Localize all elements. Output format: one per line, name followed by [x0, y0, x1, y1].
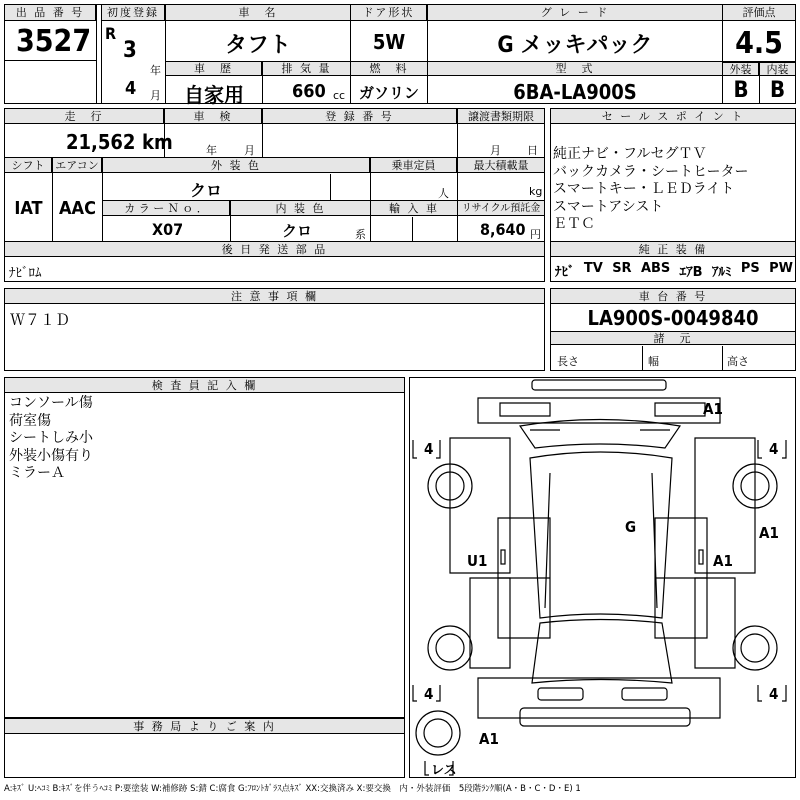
equip-item: PW — [769, 261, 793, 276]
equip-item: ｴｱB — [679, 265, 703, 280]
door-label: ドア形状 — [351, 5, 427, 21]
sales-point-line: ＥＴＣ — [553, 216, 595, 232]
doc-deadline-day-unit: 日 — [527, 144, 538, 157]
mileage-label: 走 行 — [5, 109, 164, 124]
first-reg-month: 4 — [125, 78, 137, 99]
equip-item: ﾅﾋﾞ — [555, 265, 575, 280]
rear-body-outline — [478, 678, 720, 718]
damage-mark-front-right: A1 — [703, 400, 723, 418]
score-label: 評価点 — [723, 5, 795, 21]
recycle-value: 8,640 — [480, 220, 526, 239]
equip-item: ｱﾙﾐ — [711, 265, 732, 280]
notes-label: 注 意 事 項 欄 — [5, 289, 544, 304]
displacement-label: 排 気 量 — [263, 62, 350, 76]
shift-value: IAT — [14, 198, 43, 219]
displacement-value: 660 — [292, 81, 326, 102]
specs-height: 高さ — [727, 355, 749, 368]
grade-value: G メッキパック — [497, 33, 653, 58]
inspection-label: 車 検 — [165, 109, 262, 124]
sales-point-list — [553, 146, 748, 234]
score-value: 4.5 — [735, 26, 783, 61]
office-label: 事 務 局 よ り ご 案 内 — [5, 719, 404, 734]
inspector-note: 荷室傷 — [9, 412, 51, 429]
sales-point-line: スマートキー・ＬＥＤライト — [553, 181, 735, 197]
history-value: 自家用 — [184, 83, 244, 107]
equip-item: SR — [612, 261, 632, 276]
front-bumper-shape — [532, 380, 666, 390]
first-reg-era: R — [105, 24, 117, 43]
tire-spare-status: レス — [431, 763, 457, 778]
inspector-notes — [9, 395, 93, 483]
mileage-unit: km — [142, 130, 173, 154]
aircon-label: エアコン — [53, 158, 102, 173]
history-label: 車 歴 — [166, 62, 262, 76]
exterior-grade-value: B — [733, 78, 749, 103]
capacity-label: 乗車定員 — [371, 158, 457, 173]
rear-window-shape — [532, 620, 672, 684]
interior-grade-label: 内装 — [760, 62, 795, 76]
legend-text: A:ｷｽﾞ U:ﾍｺﾐ B:ｷｽﾞを伴うﾍｺﾐ P:要塗装 W:補修跡 S:錆 C:腐食 G:ﾌﾛﾝﾄｶﾞﾗｽ点ｷｽﾞ XX:交換済み X:要交換 内・外装評価 5段階ﾗﾝｸ順(A・B・C・D・E) 1 — [4, 784, 581, 794]
inspector-note: ミラーＡ — [9, 465, 65, 481]
sales-point-line: バックカメラ・シートヒーター — [553, 163, 749, 180]
exterior-grade-label: 外装 — [723, 62, 759, 76]
max-load-unit: kg — [529, 185, 543, 198]
damage-mark-roof: G — [625, 518, 637, 536]
ext-color-label: 外 装 色 — [103, 158, 370, 173]
first-reg-year: 3 — [123, 38, 137, 63]
later-parts-value: ﾅﾋﾞﾛﾑ — [9, 266, 42, 281]
lot-no-label: 出 品 番 号 — [5, 5, 96, 21]
max-load-label: 最大積載量 — [458, 158, 544, 173]
interior-grade-value: B — [769, 78, 786, 103]
inspector-note: コンソール傷 — [9, 395, 93, 411]
later-parts-label: 後 日 発 送 部 品 — [5, 242, 544, 257]
tire-rear-left — [428, 626, 472, 670]
car-diagram — [410, 378, 795, 777]
capacity-unit: 人 — [438, 187, 449, 200]
specs-label: 諸 元 — [551, 332, 795, 345]
color-no-value: X07 — [152, 220, 184, 239]
inspector-note: シートしみ小 — [9, 430, 93, 446]
car-name-label: 車 名 — [166, 5, 350, 21]
specs-length: 長さ — [557, 355, 579, 368]
car-name-value: タフト — [224, 33, 291, 58]
inspection-year-unit: 年 — [206, 144, 217, 157]
first-reg-label: 初度登録 — [101, 5, 165, 21]
ext-color-value: クロ — [190, 181, 223, 200]
first-reg-year-unit: 年 — [150, 64, 161, 77]
door-value: 5W — [372, 30, 406, 54]
displacement-unit: cc — [333, 89, 346, 102]
chassis-label: 車 台 番 号 — [551, 289, 795, 304]
sales-point-line: スマートアシスト — [553, 198, 664, 215]
int-color-value: クロ — [282, 222, 313, 240]
tire-rear-right — [733, 626, 777, 670]
grade-label: グ レ ー ド — [428, 5, 722, 21]
doc-deadline-month-unit: 月 — [490, 144, 501, 157]
lot-no-value: 3527 — [16, 24, 92, 59]
recycle-label: リサイクル預託金 — [458, 201, 544, 216]
tire-fr-depth: 4 — [769, 440, 779, 458]
equip-list — [555, 261, 793, 280]
left-door-handle — [501, 550, 505, 564]
chassis-value: LA900S-0049840 — [587, 306, 759, 330]
mileage-value: 21,562 — [66, 130, 136, 154]
sales-point-line: 純正ナビ・フルセグＴＶ — [553, 146, 707, 162]
equip-item: ABS — [640, 261, 671, 276]
tire-rl-depth: 4 — [424, 685, 434, 703]
right-door-handle — [699, 550, 703, 564]
import-label: 輸 入 車 — [371, 201, 457, 216]
model-label: 型 式 — [428, 62, 722, 76]
rear-bumper-shape — [520, 708, 690, 726]
model-value: 6BA-LA900S — [513, 80, 637, 104]
reg-no-label: 登 録 番 号 — [263, 109, 457, 124]
notes-value: Ｗ７１Ｄ — [10, 311, 71, 329]
inspector-note: 外装小傷有り — [9, 447, 93, 464]
damage-mark-rear: A1 — [479, 730, 499, 748]
roof-shape — [530, 452, 672, 618]
color-no-label: カ ラ ー Ｎ ｏ ． — [103, 201, 230, 216]
specs-width: 幅 — [648, 355, 659, 368]
first-reg-month-unit: 月 — [150, 89, 161, 102]
int-color-unit: 系 — [355, 228, 366, 241]
equip-item: TV — [583, 261, 603, 276]
fuel-label: 燃 料 — [351, 62, 427, 76]
equip-label: 純 正 装 備 — [551, 242, 795, 257]
inspector-label: 検 査 員 記 入 欄 — [5, 378, 404, 393]
shift-label: シフト — [5, 158, 52, 173]
fuel-value: ガソリン — [358, 84, 419, 102]
damage-mark-left-side: U1 — [467, 552, 488, 570]
damage-mark-right-edge: A1 — [759, 524, 779, 542]
tire-rr-depth: 4 — [769, 685, 779, 703]
equip-item: PS — [740, 261, 760, 276]
inspection-month-unit: 月 — [244, 144, 255, 157]
sales-point-label: セ ー ル ス ポ イ ン ト — [551, 109, 795, 124]
aircon-value: AAC — [59, 198, 96, 219]
doc-deadline-label: 譲渡書類期限 — [458, 109, 544, 124]
int-color-label: 内 装 色 — [231, 201, 370, 216]
tire-fl-depth: 4 — [424, 440, 434, 458]
damage-mark-right-door: A1 — [713, 552, 733, 570]
windshield-shape — [520, 420, 680, 449]
recycle-unit: 円 — [530, 228, 541, 241]
tire-spare — [416, 711, 460, 755]
